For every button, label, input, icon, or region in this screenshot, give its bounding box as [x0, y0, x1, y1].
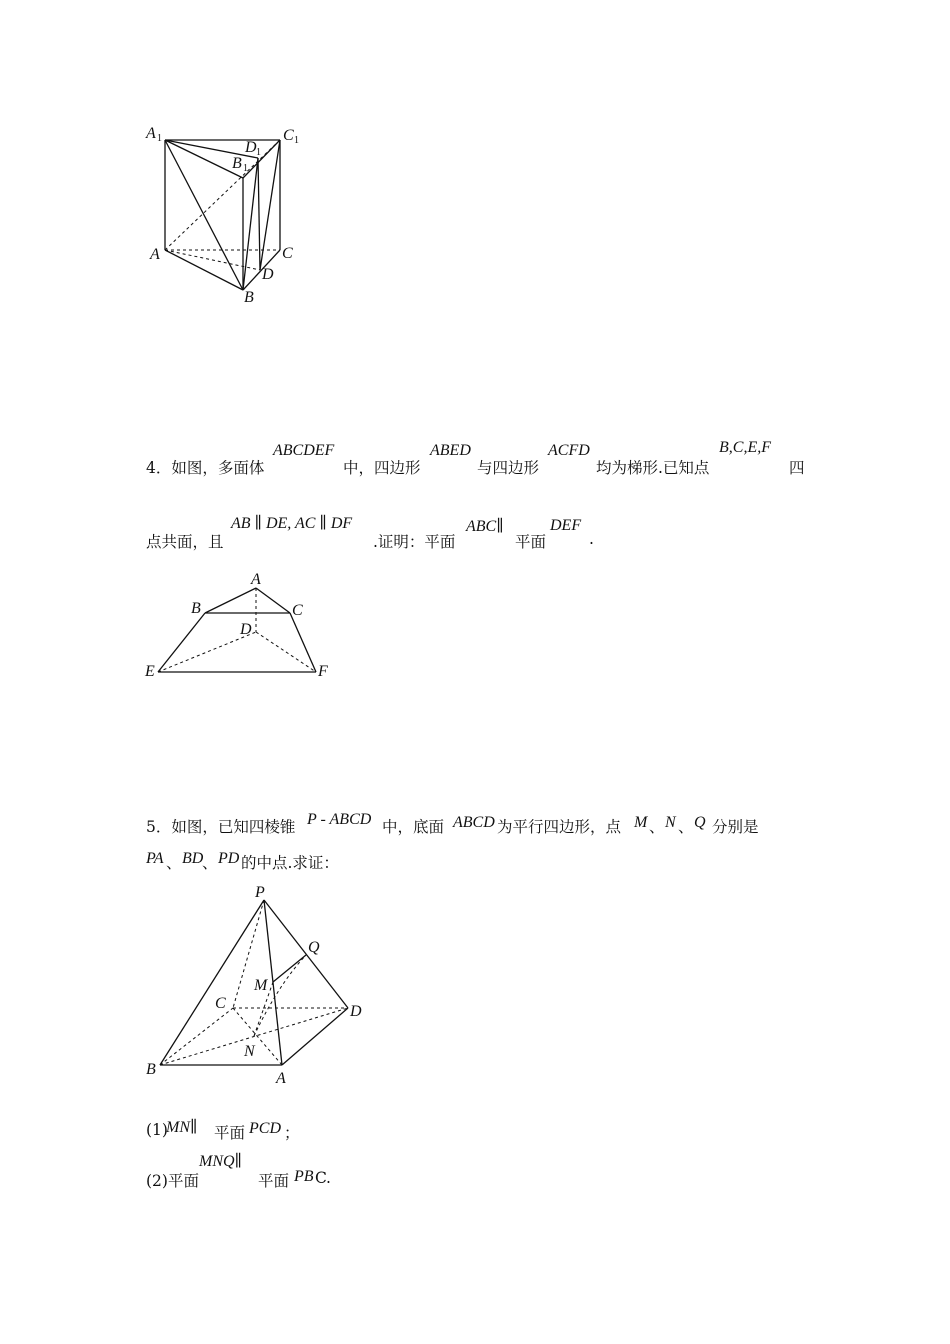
- label-B: B: [244, 289, 254, 306]
- plane-def: DEF: [550, 517, 582, 534]
- label-B: B: [191, 600, 201, 617]
- label-F: F: [318, 663, 328, 680]
- sep-2: 、: [678, 818, 694, 836]
- part-1-end: ；: [284, 1124, 300, 1142]
- label-Q: Q: [308, 939, 320, 956]
- label-D1-sub: 1: [256, 147, 261, 158]
- quad-acfd: ACFD: [548, 442, 590, 459]
- point-q: Q: [694, 814, 706, 831]
- problem-5-text-4: 的中点.求证：: [241, 854, 339, 872]
- label-B: B: [146, 1061, 156, 1078]
- label-D: D: [240, 621, 252, 638]
- problem-4-text-4: 四: [789, 459, 805, 477]
- quad-abed: ABED: [430, 442, 471, 459]
- pyramid-name: P - ABCD: [307, 811, 372, 828]
- sep-3: 、: [166, 854, 182, 872]
- label-A: A: [276, 1070, 286, 1087]
- label-D1: D: [245, 139, 257, 156]
- part-2-text: 平面: [258, 1172, 290, 1190]
- problem-5-text-1: 中，底面: [382, 818, 445, 836]
- label-A: A: [150, 246, 160, 263]
- problem-4-text-2: 与四边形: [477, 459, 540, 477]
- points-bcef: B,C,E,F: [719, 439, 771, 456]
- problem-5-intro: 5．如图，已知四棱锥: [146, 818, 296, 836]
- sep-1: 、: [649, 818, 665, 836]
- label-D: D: [350, 1003, 362, 1020]
- part-1-expr: MN∥: [166, 1119, 198, 1136]
- part-2-plane: PB: [294, 1168, 314, 1185]
- label-B1-sub: 1: [243, 163, 248, 174]
- label-P: P: [255, 884, 265, 901]
- problem-4-end: .: [589, 530, 594, 548]
- label-M: M: [254, 977, 268, 994]
- problem-4-line2b: .证明：平面: [373, 533, 456, 551]
- segment-pa: PA: [146, 850, 164, 867]
- label-A1-sub: 1: [157, 133, 162, 144]
- point-n: N: [665, 814, 676, 831]
- plane-abc: ABC∥: [466, 518, 504, 535]
- label-C: C: [292, 602, 303, 619]
- label-A: A: [251, 571, 261, 588]
- segment-pd: PD: [218, 850, 240, 867]
- part-2-plane-c: C: [315, 1169, 327, 1187]
- sep-4: 、: [202, 854, 218, 872]
- segment-bd: BD: [182, 850, 204, 867]
- label-D: D: [262, 266, 274, 283]
- part-1-plane: PCD: [249, 1120, 281, 1137]
- label-N: N: [244, 1043, 255, 1060]
- problem-5-text-2: 为平行四边形，点: [497, 818, 622, 836]
- point-m: M: [634, 814, 648, 831]
- part-2-end: .: [326, 1169, 331, 1187]
- parallel-condition: AB ∥ DE, AC ∥ DF: [231, 515, 353, 532]
- part-1-number: (1): [146, 1121, 168, 1139]
- problem-4-text-3: 均为梯形.已知点: [596, 459, 710, 477]
- part-2-expr: MNQ∥: [199, 1153, 242, 1170]
- label-B1: B: [232, 155, 242, 172]
- label-E: E: [145, 663, 155, 680]
- label-C: C: [215, 995, 226, 1012]
- problem-4-line2a: 点共面，且: [146, 533, 224, 551]
- problem-5-text-3: 分别是: [712, 818, 759, 836]
- problem-4-intro: 4．如图，多面体: [146, 459, 265, 477]
- label-C1: C: [283, 127, 294, 144]
- base-abcd: ABCD: [453, 814, 495, 831]
- label-C1-sub: 1: [294, 135, 299, 146]
- problem-4-text-1: 中，四边形: [343, 459, 421, 477]
- polyhedron-name: ABCDEF: [273, 442, 335, 459]
- label-A1: A: [146, 125, 156, 142]
- label-C: C: [282, 245, 293, 262]
- problem-4-line2c: 平面: [515, 533, 547, 551]
- part-2-number: (2)平面: [146, 1172, 199, 1190]
- part-1-text: 平面: [214, 1124, 246, 1142]
